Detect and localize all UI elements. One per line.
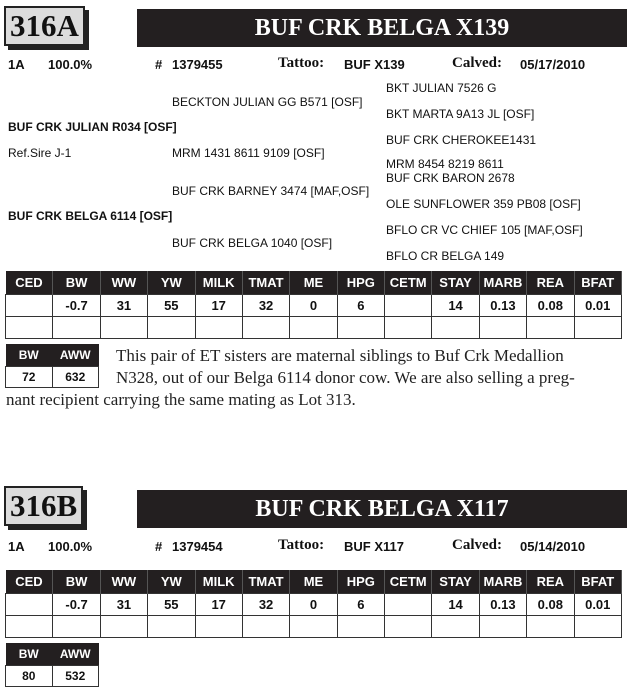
epd-value (385, 295, 432, 317)
epd-value: 55 (148, 594, 195, 616)
epd-accuracy (574, 616, 622, 638)
epd-header: ME (290, 570, 337, 594)
epd-value-row (6, 594, 622, 616)
lot-number: 316A (4, 6, 85, 46)
adjusted-weaning-weight: 532 (52, 666, 99, 687)
epd-header: CETM (385, 271, 432, 295)
epd-header: STAY (432, 271, 479, 295)
epd-value: 32 (242, 295, 289, 317)
lot-number: 316B (4, 486, 83, 526)
epd-accuracy (242, 317, 289, 339)
epd-accuracy (195, 616, 242, 638)
dam-dam: BUF CRK BELGA 1040 [OSF] (172, 236, 333, 250)
dam: BUF CRK BELGA 6114 [OSF] (8, 209, 173, 223)
description-line: This pair of ET sisters are maternal siblings to Buf Crk Medallion (116, 346, 564, 365)
epd-accuracy (242, 616, 289, 638)
description-line: N328, out of our Belga 6114 donor cow. We are also selling a preg- (116, 368, 575, 387)
epd-value: 0.01 (574, 295, 622, 317)
epd-header: MILK (195, 570, 242, 594)
actual-header: BW (6, 643, 53, 666)
epd-value: 55 (148, 295, 195, 317)
epd-accuracy-row (6, 616, 622, 638)
epd-accuracy (290, 317, 337, 339)
epd-accuracy (432, 317, 479, 339)
epd-value (6, 295, 53, 317)
dam-dam-dam: BFLO CR BELGA 149 (386, 249, 505, 263)
sire-dam-dam: MRM 8454 8219 8611 (386, 157, 504, 171)
epd-table (5, 570, 622, 638)
epd-value: 0 (290, 594, 337, 616)
epd-header: HPG (337, 570, 384, 594)
epd-value: 14 (432, 594, 479, 616)
epd-value: -0.7 (53, 594, 100, 616)
epd-header-row (6, 271, 622, 295)
epd-header: REA (527, 271, 574, 295)
tattoo-label: Tattoo: (278, 537, 325, 553)
calved-label: Calved: (452, 55, 502, 71)
epd-accuracy (527, 616, 574, 638)
percent: 100.0% (48, 539, 93, 554)
epd-header: REA (527, 570, 574, 594)
epd-header: MILK (195, 271, 242, 295)
epd-value: 0.13 (479, 295, 526, 317)
epd-header: BW (53, 570, 100, 594)
adjusted-weaning-weight: 632 (52, 367, 99, 388)
calved-label: Calved: (452, 537, 502, 553)
epd-accuracy-row (6, 317, 622, 339)
reg-prefix: # (155, 57, 163, 72)
actual-header: BW (6, 344, 53, 367)
epd-value: 0.08 (527, 594, 574, 616)
birth-weight: 72 (6, 367, 53, 388)
epd-accuracy (574, 317, 622, 339)
tattoo: BUF X139 (344, 57, 405, 72)
epd-accuracy (100, 616, 147, 638)
epd-accuracy (527, 317, 574, 339)
epd-header: CED (6, 271, 53, 295)
epd-header: BW (53, 271, 100, 295)
epd-value: 32 (242, 594, 289, 616)
calved-date: 05/14/2010 (520, 539, 586, 554)
sire: BUF CRK JULIAN R034 [OSF] (8, 120, 177, 134)
epd-header-row (6, 570, 622, 594)
epd-accuracy (337, 317, 384, 339)
epd-value (6, 594, 53, 616)
dam-sire-sire: BUF CRK BARON 2678 (386, 171, 515, 185)
birth-weight: 80 (6, 666, 53, 687)
epd-value: 14 (432, 295, 479, 317)
epd-value: 0.08 (527, 295, 574, 317)
sire-dam-sire: BUF CRK CHEROKEE1431 (386, 133, 537, 147)
epd-value: 0 (290, 295, 337, 317)
epd-value: -0.7 (53, 295, 100, 317)
epd-accuracy (6, 616, 53, 638)
actual-weights-table (5, 643, 99, 687)
calved-date: 05/17/2010 (520, 57, 586, 72)
epd-header: YW (148, 271, 195, 295)
epd-accuracy (195, 317, 242, 339)
epd-accuracy (385, 616, 432, 638)
epd-value: 0.13 (479, 594, 526, 616)
class: 1A (8, 57, 25, 72)
epd-value: 6 (337, 295, 384, 317)
epd-header: ME (290, 271, 337, 295)
epd-accuracy (53, 317, 100, 339)
epd-table (5, 271, 622, 339)
animal-name: BUF CRK BELGA X117 (137, 490, 627, 528)
reg-prefix: # (155, 539, 163, 554)
actual-weights-table (5, 344, 99, 388)
dam-dam-sire: BFLO CR VC CHIEF 105 [MAF,OSF] (386, 223, 583, 237)
percent: 100.0% (48, 57, 93, 72)
epd-header: YW (148, 570, 195, 594)
epd-value: 6 (337, 594, 384, 616)
epd-value: 31 (100, 594, 147, 616)
class: 1A (8, 539, 25, 554)
tattoo: BUF X117 (344, 539, 404, 554)
epd-accuracy (479, 317, 526, 339)
sire-sire: BECKTON JULIAN GG B571 [OSF] (172, 95, 363, 109)
sire-dam: MRM 1431 8611 9109 [OSF] (172, 146, 325, 160)
epd-header: TMAT (242, 570, 289, 594)
actual-header: AWW (52, 344, 99, 367)
epd-accuracy (479, 616, 526, 638)
epd-header: MARB (479, 570, 526, 594)
animal-name: BUF CRK BELGA X139 (137, 9, 627, 47)
epd-accuracy (53, 616, 100, 638)
epd-value: 31 (100, 295, 147, 317)
tattoo-label: Tattoo: (278, 55, 325, 71)
epd-accuracy (148, 616, 195, 638)
epd-header: HPG (337, 271, 384, 295)
actual-header: AWW (52, 643, 99, 666)
epd-accuracy (290, 616, 337, 638)
registration-number: 1379455 (172, 57, 223, 72)
epd-accuracy (432, 616, 479, 638)
epd-header: BFAT (574, 570, 622, 594)
registration-number: 1379454 (172, 539, 223, 554)
epd-value (385, 594, 432, 616)
sire-sire-dam: BKT MARTA 9A13 JL [OSF] (386, 107, 535, 121)
epd-header: STAY (432, 570, 479, 594)
epd-header: WW (100, 570, 147, 594)
epd-header: WW (100, 271, 147, 295)
sire-note: Ref.Sire J-1 (8, 146, 72, 160)
epd-accuracy (100, 317, 147, 339)
description-line: nant recipient carrying the same mating as Lot 313. (6, 390, 356, 409)
dam-sire: BUF CRK BARNEY 3474 [MAF,OSF] (172, 184, 370, 198)
epd-header: MARB (479, 271, 526, 295)
epd-accuracy (148, 317, 195, 339)
epd-accuracy (385, 317, 432, 339)
epd-header: BFAT (574, 271, 622, 295)
epd-value: 17 (195, 295, 242, 317)
epd-accuracy (6, 317, 53, 339)
epd-value-row (6, 295, 622, 317)
epd-header: CETM (385, 570, 432, 594)
epd-value: 0.01 (574, 594, 622, 616)
sire-sire-sire: BKT JULIAN 7526 G (386, 81, 497, 95)
epd-header: CED (6, 570, 53, 594)
epd-header: TMAT (242, 271, 289, 295)
dam-sire-dam: OLE SUNFLOWER 359 PB08 [OSF] (386, 197, 581, 211)
epd-accuracy (337, 616, 384, 638)
epd-value: 17 (195, 594, 242, 616)
